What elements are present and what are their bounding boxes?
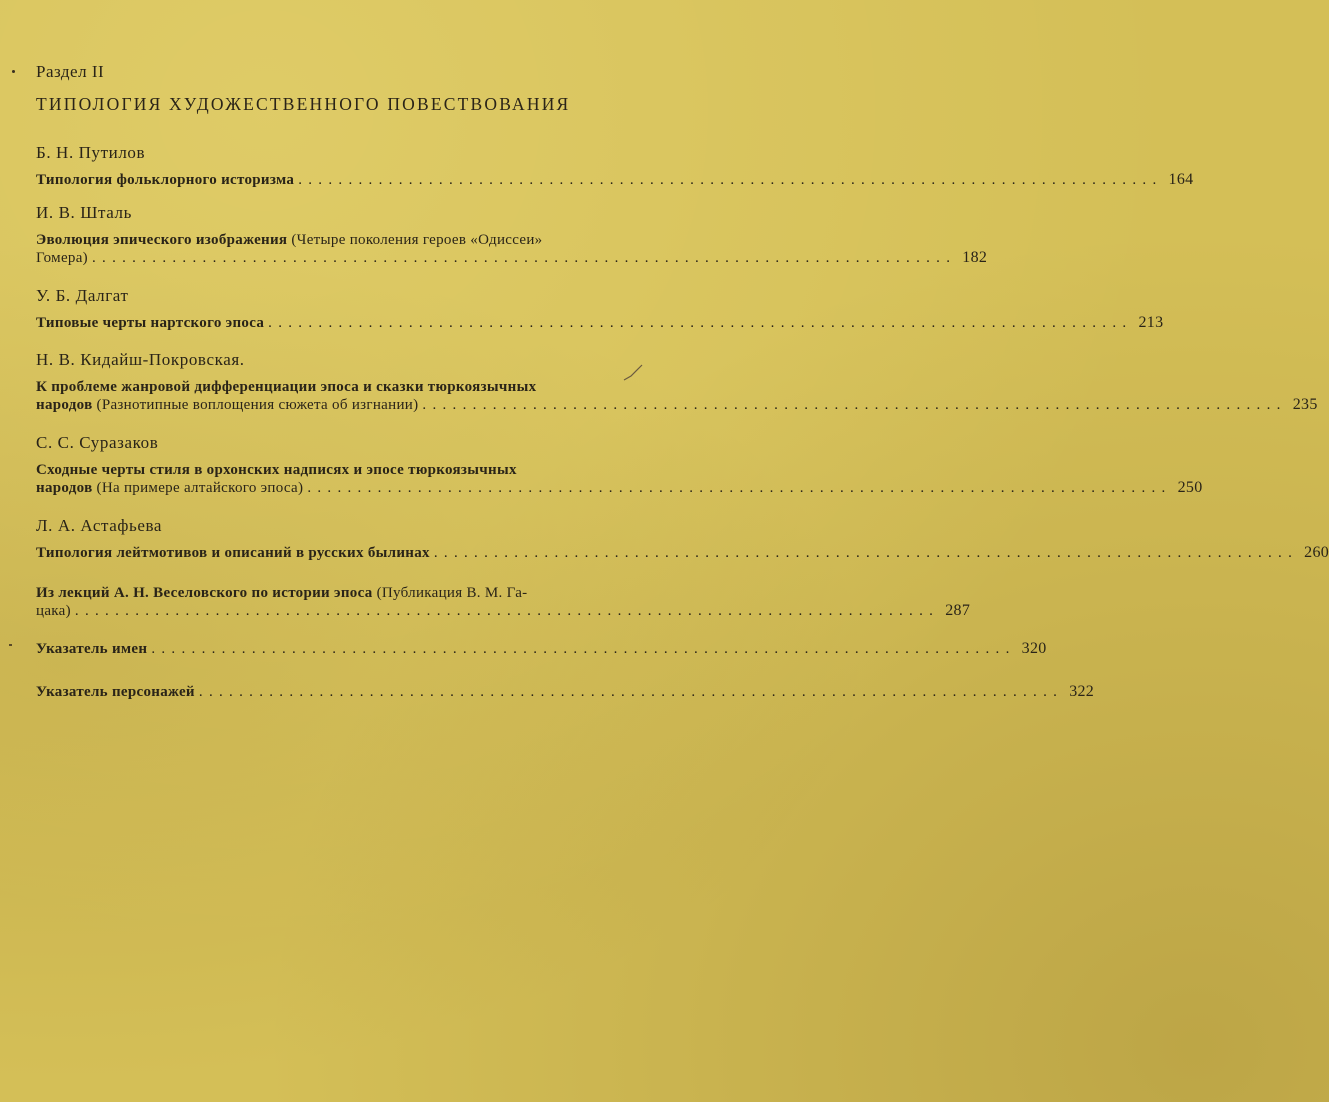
toc-row bbox=[36, 479, 1203, 497]
dot-leader: ...................................................................................... bbox=[91, 250, 957, 266]
toc-entry bbox=[36, 286, 1164, 332]
toc-row bbox=[36, 314, 1164, 332]
section-title: ТИПОЛОГИЯ ХУДОЖЕСТВЕННОГО ПОВЕСТВОВАНИЯ bbox=[36, 94, 571, 114]
stray-ink-mark bbox=[12, 70, 15, 73]
entry-title: Типология фольклорного историзма bbox=[36, 172, 295, 188]
toc-entry bbox=[36, 350, 1318, 414]
entry-title: Типовые черты нартского эпоса bbox=[36, 315, 265, 331]
toc-row bbox=[36, 602, 971, 620]
toc-row bbox=[36, 396, 1318, 414]
entry-title-line: Сходные черты стиля в орхонских надписях и эпосе тюркоязычных bbox=[36, 462, 517, 478]
toc-entry bbox=[36, 584, 971, 620]
toc-entry bbox=[36, 683, 1095, 701]
toc-entry bbox=[36, 516, 1329, 562]
dot-leader: ...................................................................................... bbox=[268, 315, 1133, 331]
page-number: 320 bbox=[1021, 640, 1047, 657]
entry-title: Гомера) bbox=[36, 250, 88, 266]
entry-author: Б. Н. Путилов bbox=[36, 143, 146, 162]
toc-row bbox=[36, 544, 1329, 562]
page-number: 235 bbox=[1292, 396, 1318, 413]
toc-entry bbox=[36, 640, 1047, 658]
entry-title-line: Эволюция эпического изображения (Четыре поколения героев «Одиссеи» bbox=[36, 232, 543, 248]
dot-leader: ...................................................................................... bbox=[422, 397, 1287, 413]
entry-title: Указатель персонажей bbox=[36, 684, 195, 700]
dot-leader: ...................................................................................... bbox=[307, 480, 1172, 496]
toc-entry bbox=[36, 203, 988, 267]
dot-leader: ...................................................................................... bbox=[74, 603, 940, 619]
entry-title-line: Из лекций А. Н. Веселовского по истории эпоса (Публикация В. М. Га- bbox=[36, 585, 528, 601]
page-number: 322 bbox=[1069, 683, 1095, 700]
stray-ink-mark bbox=[9, 644, 12, 646]
page-number: 287 bbox=[945, 602, 971, 619]
toc-row bbox=[36, 171, 1194, 189]
entry-author: С. С. Суразаков bbox=[36, 433, 159, 452]
entry-title: цака) bbox=[36, 603, 71, 619]
entry-author: Л. А. Астафьева bbox=[36, 516, 163, 535]
entry-title-line: К проблеме жанровой дифференциации эпоса и сказки тюркоязычных bbox=[36, 379, 537, 395]
toc-entry bbox=[36, 143, 1194, 189]
page-number: 182 bbox=[962, 249, 988, 266]
entry-title: Типология лейтмотивов и описаний в русских былинах bbox=[36, 545, 430, 561]
toc-entry bbox=[36, 433, 1203, 497]
pencil-check-mark bbox=[622, 362, 644, 384]
entry-author: У. Б. Далгат bbox=[36, 286, 129, 305]
entry-title: народов (На примере алтайского эпоса) bbox=[36, 480, 304, 496]
dot-leader: ...................................................................................... bbox=[433, 545, 1299, 561]
entry-author: И. В. Шталь bbox=[36, 203, 132, 222]
entry-title: народов (Разнотипные воплощения сюжета об изгнании) bbox=[36, 397, 419, 413]
toc-row bbox=[36, 249, 988, 267]
entry-title: Указатель имен bbox=[36, 641, 148, 657]
page-number: 250 bbox=[1177, 479, 1203, 496]
page-number: 213 bbox=[1138, 314, 1164, 331]
entry-author: Н. В. Кидайш-Покровская. bbox=[36, 350, 245, 369]
dot-leader: ...................................................................................... bbox=[298, 172, 1163, 188]
section-label: Раздел II bbox=[36, 62, 105, 81]
toc-row bbox=[36, 683, 1095, 701]
dot-leader: ...................................................................................... bbox=[198, 684, 1064, 700]
dot-leader: ...................................................................................... bbox=[151, 641, 1016, 657]
toc-row bbox=[36, 640, 1047, 658]
page-number: 260 bbox=[1304, 544, 1329, 561]
page-number: 164 bbox=[1168, 171, 1194, 188]
